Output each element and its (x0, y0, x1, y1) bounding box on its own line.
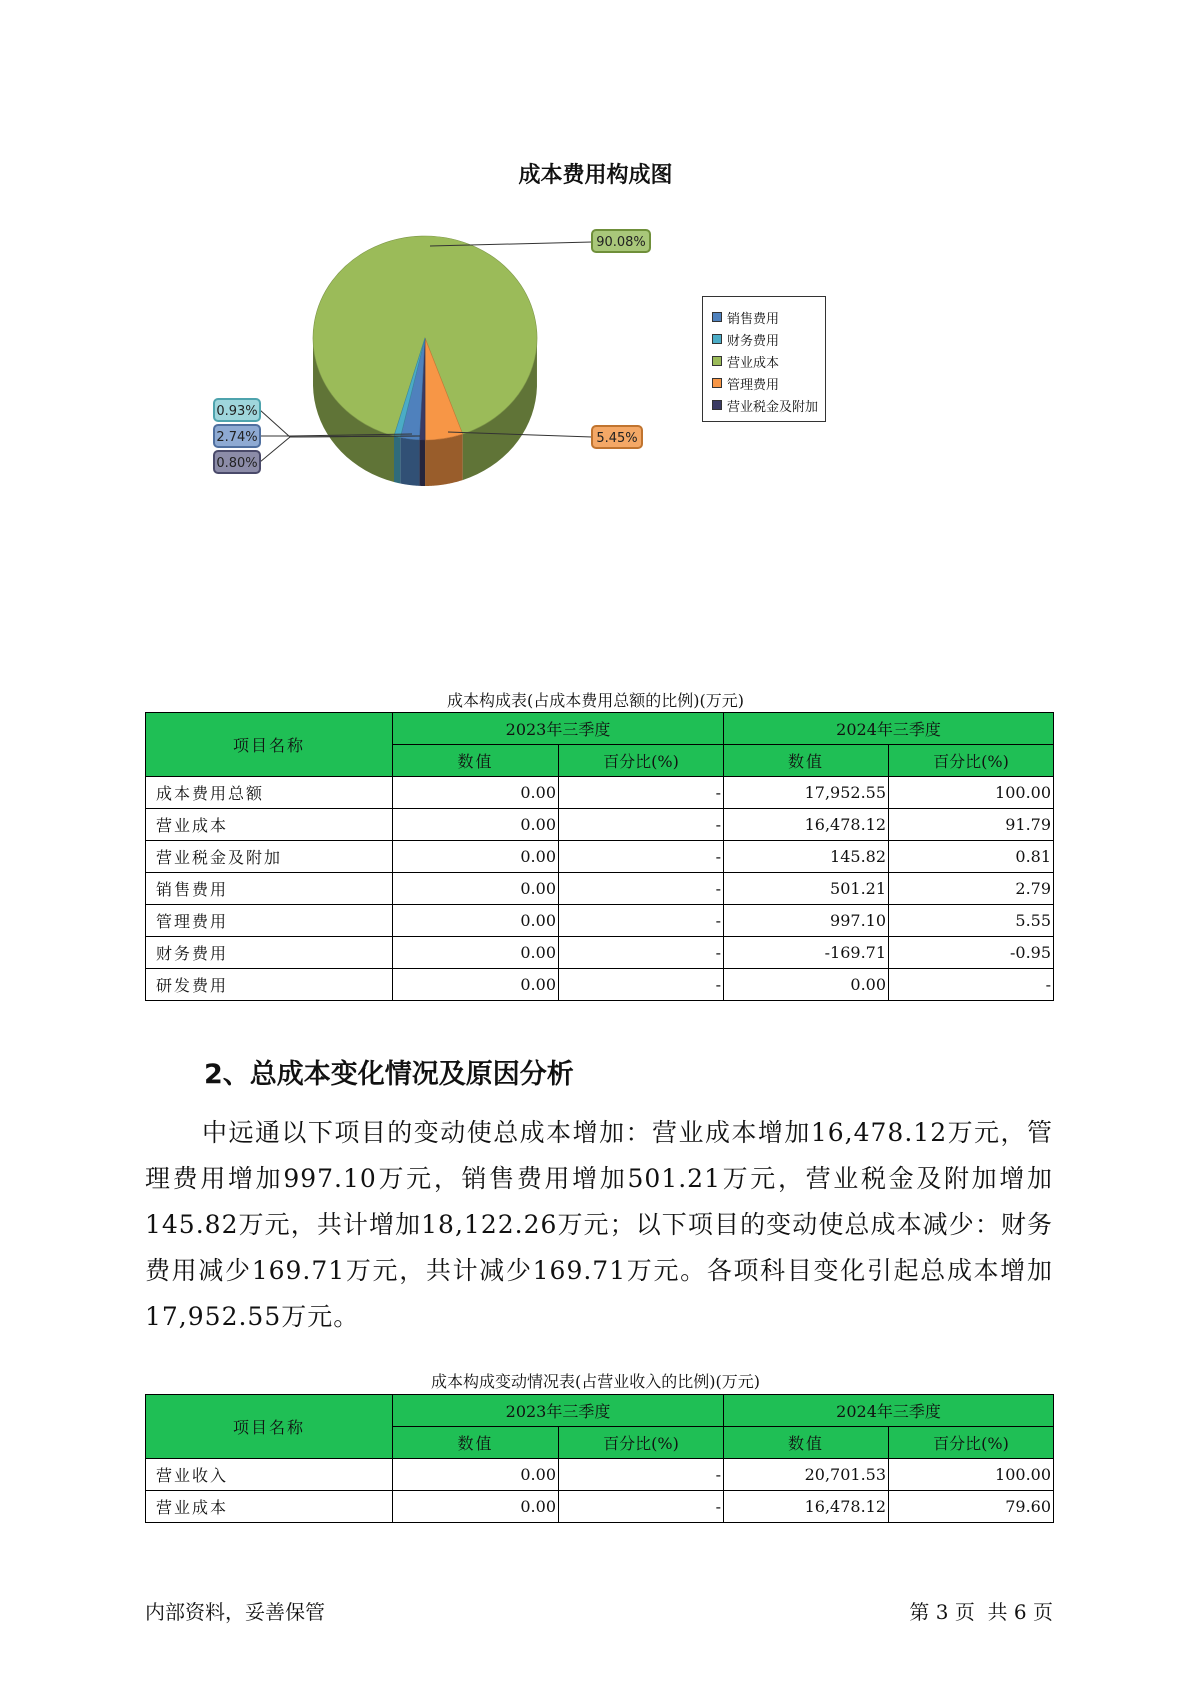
row-name: 营业成本 (146, 809, 393, 841)
legend-label: 营业税金及附加 (727, 399, 819, 415)
header-period-2023: 2023年三季度 (393, 713, 724, 745)
table-row (146, 777, 1054, 809)
legend-item (712, 306, 825, 328)
cell-pct-2023: - (559, 937, 724, 969)
legend-swatch (712, 312, 722, 322)
cell-pct-2024: -0.95 (889, 937, 1054, 969)
row-name: 研发费用 (146, 969, 393, 1001)
callout-sales (214, 425, 260, 447)
chart-title: 成本费用构成图 (518, 163, 673, 188)
cell-value-2023: 0.00 (393, 1459, 559, 1491)
cell-value-2023: 0.00 (393, 809, 559, 841)
table-row (146, 905, 1054, 937)
cell-pct-2023: - (559, 1459, 724, 1491)
header-period-2024: 2024年三季度 (724, 1395, 1054, 1427)
legend-label: 管理费用 (727, 377, 780, 393)
table-row (146, 1491, 1054, 1523)
cell-value-2023: 0.00 (393, 777, 559, 809)
subheader-percent: 百分比(%) (559, 745, 724, 777)
body-paragraph: 中远通以下项目的变动使总成本增加：营业成本增加16,478.12万元，管理费用增加997.10万元，销售费用增加501.21万元，营业税金及附加增加145.82万元，共计增加18,122.26万元；以下项目的变动使总成本减少：财务费用减少169.71万元，共计减少169.71万元。各项科目变化引起总成本增加17,952.55万元。 (145, 1118, 1053, 1331)
callout-main (592, 230, 650, 252)
legend-label: 营业成本 (727, 355, 780, 371)
cell-value-2023: 0.00 (393, 969, 559, 1001)
table-row (146, 969, 1054, 1001)
callout-fin-label: 0.93% (216, 404, 258, 419)
callout-sales-label: 2.74% (216, 430, 258, 445)
cell-value-2024: 16,478.12 (724, 1491, 889, 1523)
cell-value-2023: 0.00 (393, 905, 559, 937)
cell-value-2024: 16,478.12 (724, 809, 889, 841)
cell-pct-2023: - (559, 905, 724, 937)
callout-fin (214, 399, 260, 421)
cell-value-2023: 0.00 (393, 873, 559, 905)
cell-pct-2023: - (559, 841, 724, 873)
cell-value-2023: 0.00 (393, 937, 559, 969)
table-row (146, 1459, 1054, 1491)
cell-pct-2024: 2.79 (889, 873, 1054, 905)
cell-value-2024: 20,701.53 (724, 1459, 889, 1491)
legend-item (712, 372, 825, 394)
row-name: 营业税金及附加 (146, 841, 393, 873)
cell-pct-2023: - (559, 1491, 724, 1523)
legend-swatch (712, 356, 722, 366)
cell-pct-2023: - (559, 873, 724, 905)
footer-confidential: 内部资料，妥善保管 (145, 1600, 325, 1624)
pie-slice-side (394, 436, 400, 483)
pie-slice-side (425, 434, 463, 486)
cell-pct-2024: 0.81 (889, 841, 1054, 873)
cell-pct-2023: - (559, 969, 724, 1001)
subheader-value: 数值 (393, 745, 559, 777)
legend-label: 财务费用 (727, 333, 780, 349)
cell-pct-2024: - (889, 969, 1054, 1001)
cell-pct-2024: 5.55 (889, 905, 1054, 937)
header-period-2024: 2024年三季度 (724, 713, 1054, 745)
cell-value-2024: 997.10 (724, 905, 889, 937)
callout-tax (214, 451, 260, 473)
subheader-value: 数值 (393, 1427, 559, 1459)
subheader-value: 数值 (724, 745, 889, 777)
header-item-name: 项目名称 (146, 1395, 393, 1459)
cell-pct-2024: 91.79 (889, 809, 1054, 841)
legend-swatch (712, 400, 722, 410)
subheader-percent: 百分比(%) (889, 1427, 1054, 1459)
subheader-percent: 百分比(%) (889, 745, 1054, 777)
header-period-2023: 2023年三季度 (393, 1395, 724, 1427)
callout-mgmt-label: 5.45% (596, 431, 638, 446)
cell-value-2023: 0.00 (393, 1491, 559, 1523)
table2-caption: 成本构成变动情况表(占营业收入的比例)(万元) (431, 1372, 760, 1391)
cell-pct-2023: - (559, 777, 724, 809)
cell-pct-2023: - (559, 809, 724, 841)
chart-legend (702, 296, 826, 422)
callout-mgmt (592, 426, 642, 448)
legend-item (712, 394, 825, 416)
pie-slice-side (419, 440, 425, 486)
subheader-value: 数值 (724, 1427, 889, 1459)
cell-value-2024: -169.71 (724, 937, 889, 969)
row-name: 营业收入 (146, 1459, 393, 1491)
cell-pct-2024: 100.00 (889, 777, 1054, 809)
pie-slice-side (400, 437, 419, 485)
table-row (146, 873, 1054, 905)
cell-value-2023: 0.00 (393, 841, 559, 873)
cell-value-2024: 145.82 (724, 841, 889, 873)
legend-swatch (712, 378, 722, 388)
legend-swatch (712, 334, 722, 344)
pie-group (313, 236, 537, 486)
cost-structure-table (145, 712, 1054, 1001)
header-item-name: 项目名称 (146, 713, 393, 777)
callout-tax-label: 0.80% (216, 456, 258, 471)
cost-change-table (145, 1394, 1054, 1523)
legend-item (712, 350, 825, 372)
cell-value-2024: 501.21 (724, 873, 889, 905)
table-header-row (146, 713, 1054, 745)
section-heading: 2、总成本变化情况及原因分析 (204, 1059, 574, 1090)
legend-label: 销售费用 (727, 311, 780, 327)
pie-chart (0, 0, 1191, 560)
cell-value-2024: 0.00 (724, 969, 889, 1001)
callout-main-label: 90.08% (596, 235, 646, 250)
row-name: 营业成本 (146, 1491, 393, 1523)
footer-page-number: 第 3 页 共 6 页 (909, 1600, 1053, 1624)
table-row (146, 841, 1054, 873)
cell-pct-2024: 79.60 (889, 1491, 1054, 1523)
table-header-row (146, 1395, 1054, 1427)
legend-item (712, 328, 825, 350)
table1-caption: 成本构成表(占成本费用总额的比例)(万元) (447, 691, 744, 710)
subheader-percent: 百分比(%) (559, 1427, 724, 1459)
row-name: 成本费用总额 (146, 777, 393, 809)
cell-value-2024: 17,952.55 (724, 777, 889, 809)
row-name: 销售费用 (146, 873, 393, 905)
cell-pct-2024: 100.00 (889, 1459, 1054, 1491)
row-name: 财务费用 (146, 937, 393, 969)
table-row (146, 809, 1054, 841)
table-row (146, 937, 1054, 969)
row-name: 管理费用 (146, 905, 393, 937)
